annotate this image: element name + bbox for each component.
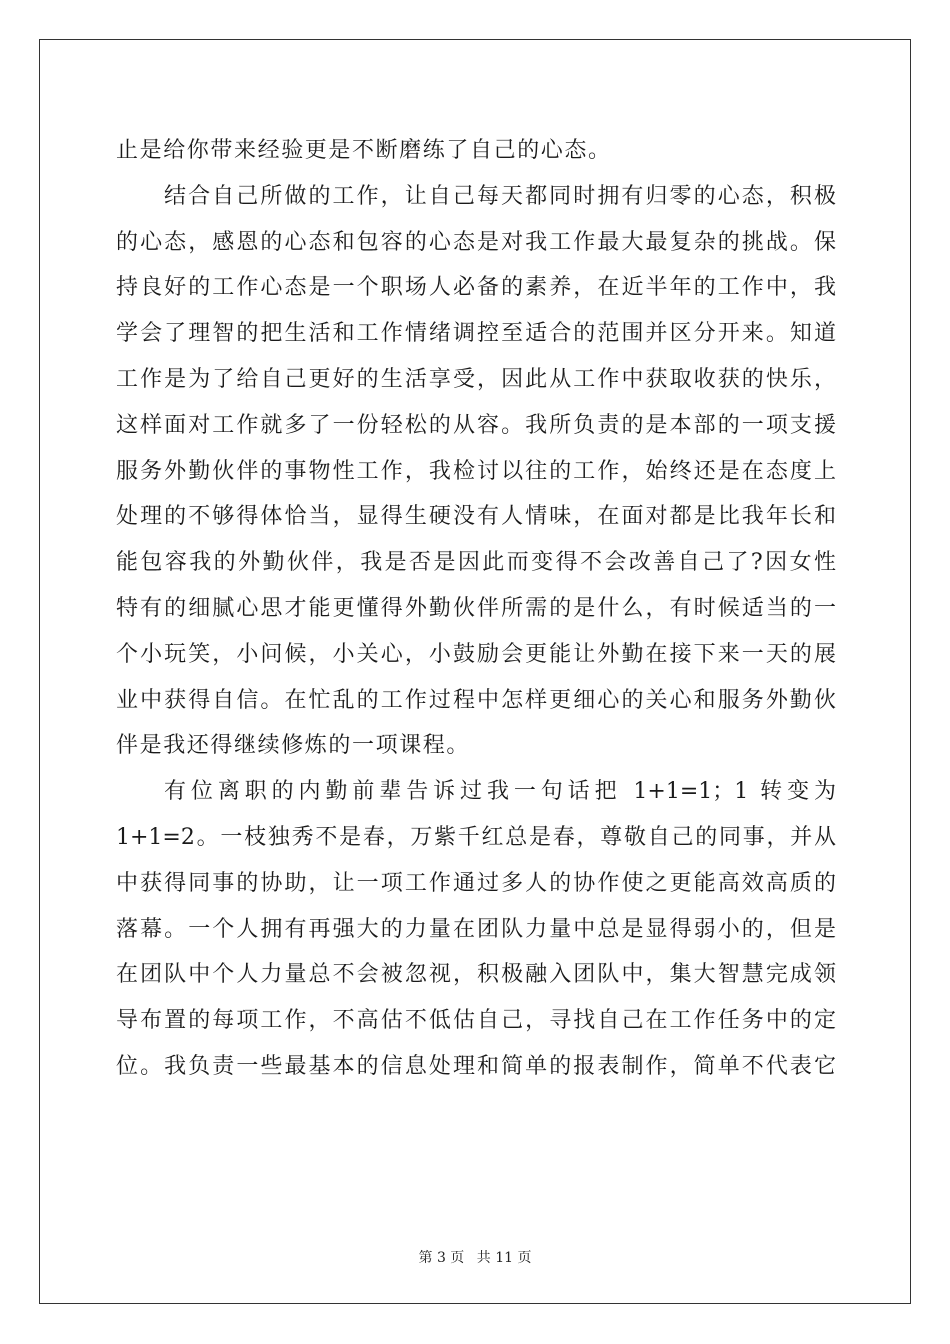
text-line: 特有的细腻心思才能更懂得外勤伙伴所需的是什么，有时候适当的一 [116, 595, 836, 621]
text-line: 中获得同事的协助，让一项工作通过多人的协作使之更能高效高质的 [116, 870, 836, 896]
text-line: 导布置的每项工作，不高估不低估自己，寻找自己在工作任务中的定 [116, 1008, 836, 1034]
page-footer [0, 1247, 950, 1267]
text-line: 止是给你带来经验更是不断磨练了自己的心态。 [116, 138, 612, 163]
text-line: 结合自己所做的工作，让自己每天都同时拥有归零的心态，积极 [164, 183, 836, 209]
page-number: 第 3 页 [418, 1250, 465, 1266]
text-line: 处理的不够得体恰当，显得生硬没有人情味，在面对都是比我年长和 [116, 504, 836, 530]
text-line: 这样面对工作就多了一份轻松的从容。我所负责的是本部的一项支援 [116, 412, 836, 438]
text-line: 在团队中个人力量总不会被忽视，积极融入团队中，集大智慧完成领 [116, 962, 836, 988]
text-line: 伴是我还得继续修炼的一项课程。 [116, 733, 471, 759]
text-line: 个小玩笑，小问候，小关心，小鼓励会更能让外勤在接下来一天的展 [116, 641, 836, 667]
body-text [116, 128, 836, 1090]
text-line: 的心态，感恩的心态和包容的心态是对我工作最大最复杂的挑战。保 [116, 229, 836, 255]
page-total: 共 11 页 [476, 1250, 532, 1266]
text-line: 服务外勤伙伴的事物性工作，我检讨以往的工作，始终还是在态度上 [116, 458, 836, 484]
text-line: 学会了理智的把生活和工作情绪调控至适合的范围并区分开来。知道 [116, 321, 836, 347]
text-line: 1+1=2。一枝独秀不是春，万紫千红总是春，尊敬自己的同事，并从 [116, 824, 836, 850]
text-line: 工作是为了给自己更好的生活享受，因此从工作中获取收获的快乐， [116, 366, 836, 392]
text-line: 业中获得自信。在忙乱的工作过程中怎样更细心的关心和服务外勤伙 [116, 687, 836, 713]
text-line: 落幕。一个人拥有再强大的力量在团队力量中总是显得弱小的，但是 [116, 916, 836, 942]
text-line: 位。我负责一些最基本的信息处理和简单的报表制作，简单不代表它 [116, 1053, 836, 1079]
text-line: 持良好的工作心态是一个职场人必备的素养，在近半年的工作中，我 [116, 275, 836, 301]
text-line: 有位离职的内勤前辈告诉过我一句话把 1+1=1；1 转变为 [164, 779, 836, 805]
text-line: 能包容我的外勤伙伴，我是否是因此而变得不会改善自己了?因女性 [116, 550, 836, 576]
